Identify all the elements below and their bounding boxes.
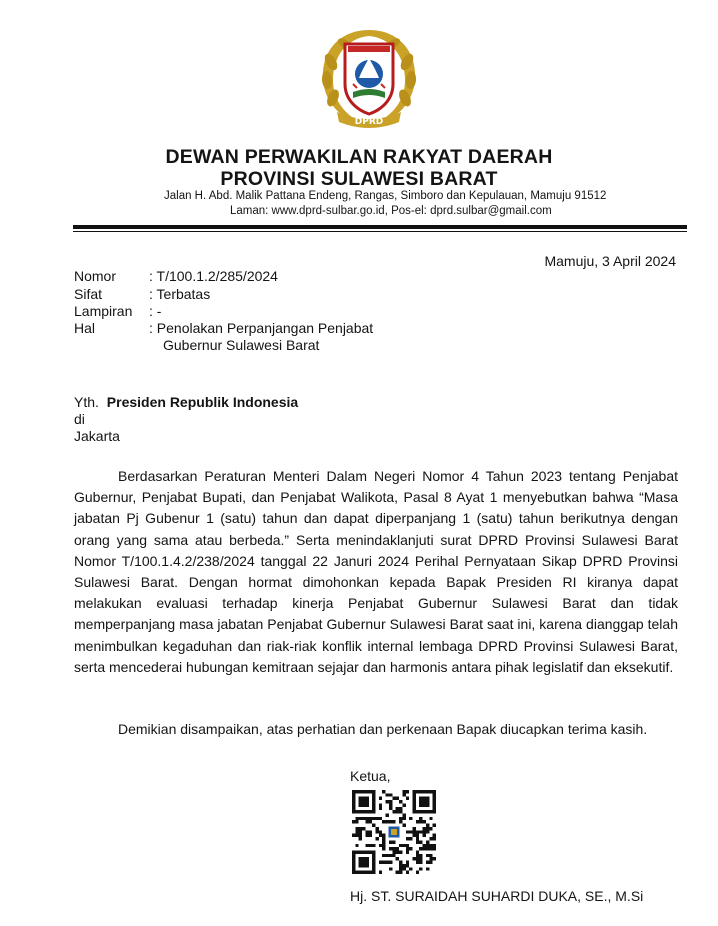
recipient-name: Presiden Republik Indonesia xyxy=(106,394,299,410)
meta-label-nomor: Nomor xyxy=(74,268,117,284)
meta-value-sifat: : Terbatas xyxy=(149,286,211,302)
meta-label-hal: Hal xyxy=(74,320,96,336)
meta-value-hal: : Penolakan Perpanjangan Penjabat xyxy=(149,320,374,336)
qr-center-logo xyxy=(386,824,403,841)
recipient-city: Jakarta xyxy=(74,428,120,444)
letterhead-divider xyxy=(73,225,687,229)
letterhead-divider-thin xyxy=(73,231,687,232)
svg-text:DPRD: DPRD xyxy=(354,117,384,127)
letter-date: Mamuju, 3 April 2024 xyxy=(544,253,676,269)
meta-value-hal-line2: Gubernur Sulawesi Barat xyxy=(163,337,320,353)
recipient-at: di xyxy=(74,411,85,427)
qr-code-signature xyxy=(352,790,436,874)
province-name: PROVINSI SULAWESI BARAT xyxy=(220,168,498,190)
meta-value-lampiran: : - xyxy=(149,303,162,319)
institution-name: DEWAN PERWAKILAN RAKYAT DAERAH xyxy=(165,146,553,168)
body-paragraph-2: Demikian disampaikan, atas perhatian dan perkenaan Bapak diucapkan terima kasih. xyxy=(118,721,648,737)
recipient-prefix: Yth. xyxy=(74,394,99,410)
meta-value-nomor: : T/100.1.2/285/2024 xyxy=(149,268,278,284)
address-line: Jalan H. Abd. Malik Pattana Endeng, Rangas, Simboro dan Kepulauan, Mamuju 91512 xyxy=(164,190,607,202)
meta-label-sifat: Sifat xyxy=(74,286,103,302)
body-paragraph-1: Berdasarkan Peraturan Menteri Dalam Negeri Nomor 4 Tahun 2023 tentang Penjabat Gubernur, Penjabat Bupati, dan Penjabat Walikota, Pasal 8 Ayat 1 menyebutkan bahwa “Masa jabatan Pj Gubenur 1 (satu) tahun dan dapat diperpanjang 1 (satu) tahun berikutnya dengan orang yang sama atau berbeda.” Serta menindaklanjuti surat DPRD Provinsi Sulawesi Barat Nomor T/100.1.4.2/238/2024 tanggal 22 Januri 2024 Perihal Pernyataan Sikap DPRD Provinsi Sulawesi Barat. Dengan hormat dimohonkan kepada Bapak Presiden RI kiranya dapat melakukan evaluasi terhadap kinerja Penjabat Gubernur Sulawesi Barat dan tidak memperpanjang masa jabatan Penjabat Gubernur Sulawesi Barat saat ini, karena dianggap telah menimbulkan kegaduhan dan riak-riak konflik internal lembaga DPRD Provinsi Sulawesi Barat, serta mencederai hubungan kemitraan sejajar dan harmonis antara pihak legislatif dan eksekutif. xyxy=(74,468,678,675)
meta-label-lampiran: Lampiran xyxy=(74,303,133,319)
signatory-name: Hj. ST. SURAIDAH SUHARDI DUKA, SE., M.Si xyxy=(350,888,644,904)
shield xyxy=(345,44,393,114)
dprd-emblem-logo xyxy=(313,22,425,134)
signature-title: Ketua, xyxy=(350,768,391,784)
contact-line: Laman: www.dprd-sulbar.go.id, Pos-el: dprd.sulbar@gmail.com xyxy=(230,205,552,217)
recipient-line xyxy=(74,394,298,410)
